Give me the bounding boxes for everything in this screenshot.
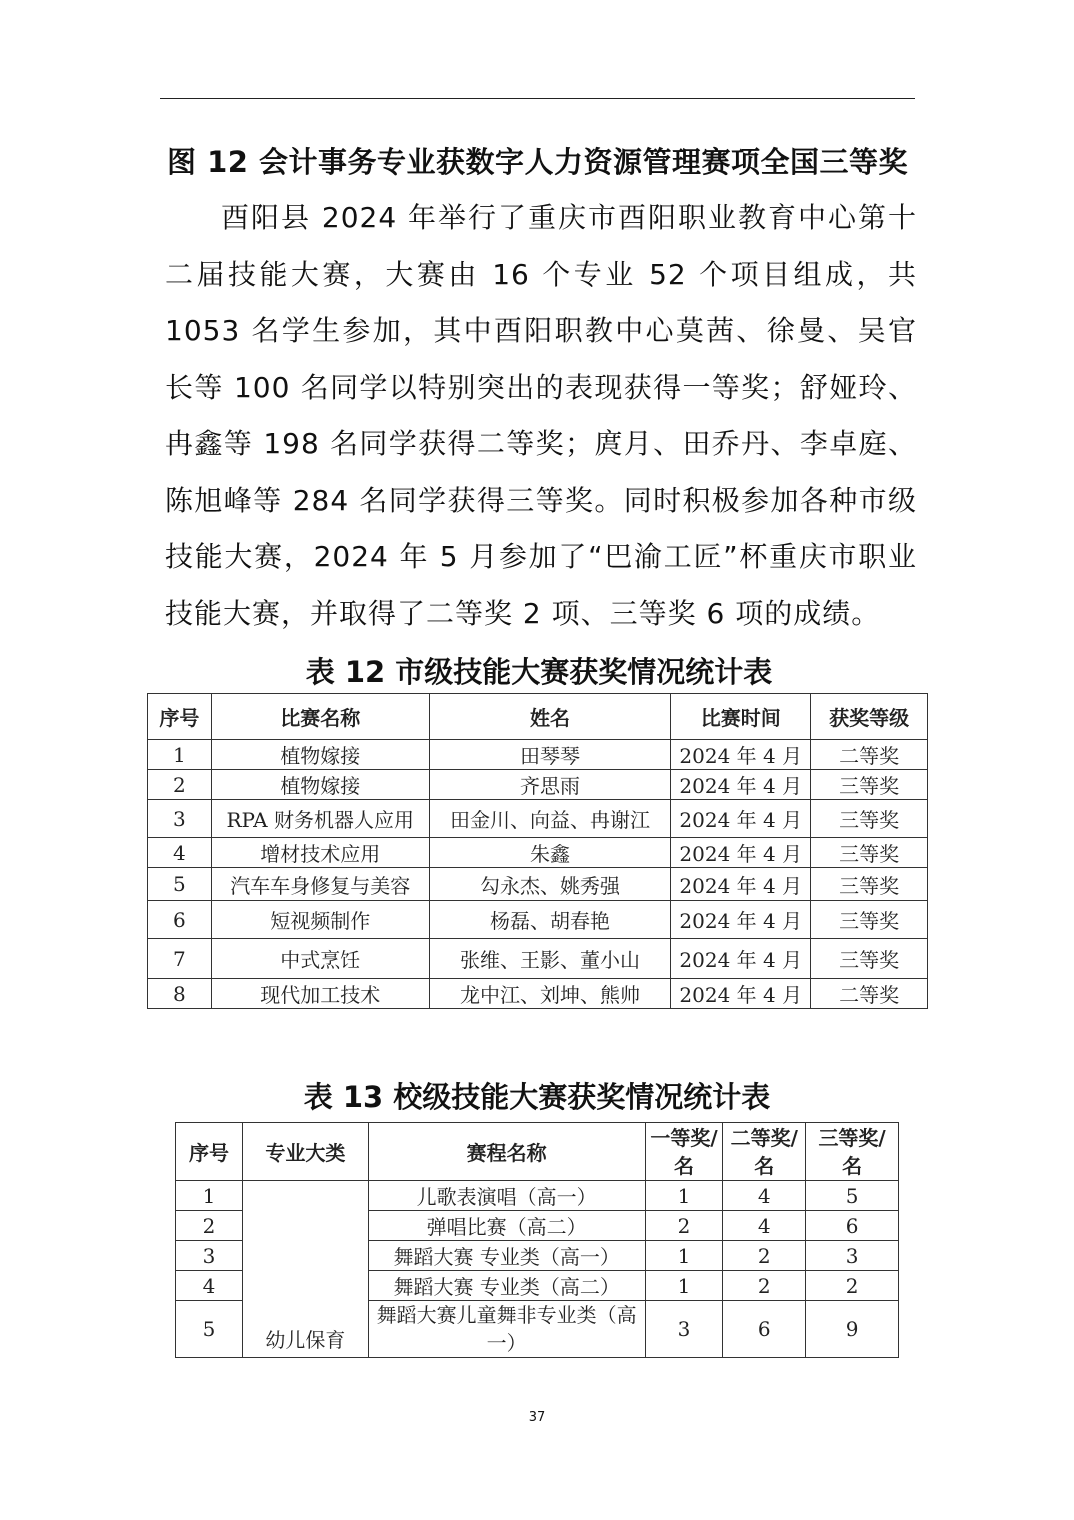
header-cell: 专业大类 xyxy=(242,1123,368,1181)
cell-index: 8 xyxy=(148,979,212,1009)
table-row xyxy=(148,868,928,901)
cell-competition: 中式烹饪 xyxy=(211,939,429,979)
cell-award: 三等奖 xyxy=(811,770,928,800)
header-cell: 一等奖/名 xyxy=(645,1123,723,1181)
cell-index: 4 xyxy=(148,838,212,868)
cell-award: 三等奖 xyxy=(811,901,928,939)
cell-competition: 现代加工技术 xyxy=(211,979,429,1009)
cell-names: 朱鑫 xyxy=(429,838,671,868)
cell-competition: 汽车车身修复与美容 xyxy=(211,868,429,901)
cell-index: 2 xyxy=(148,770,212,800)
cell-index: 1 xyxy=(148,740,212,770)
cell-date: 2024 年 4 月 xyxy=(671,800,811,838)
cell-date: 2024 年 4 月 xyxy=(671,770,811,800)
cell-names: 杨磊、胡春艳 xyxy=(429,901,671,939)
cell-names: 张维、王影、董小山 xyxy=(429,939,671,979)
cell-first: 3 xyxy=(645,1301,723,1358)
cell-date: 2024 年 4 月 xyxy=(671,979,811,1009)
cell-second: 6 xyxy=(723,1301,806,1358)
cell-competition: 植物嫁接 xyxy=(211,770,429,800)
cell-award: 二等奖 xyxy=(811,979,928,1009)
table-row xyxy=(148,800,928,838)
page-number: 37 xyxy=(528,1410,546,1425)
cell-second: 4 xyxy=(723,1181,806,1211)
cell-event: 儿歌表演唱（高一） xyxy=(368,1181,645,1211)
body-paragraph: 酉阳县 2024 年举行了重庆市酉阳职业教育中心第十二届技能大赛，大赛由 16 个专业 52 个项目组成，共 1053 名学生参加，其中酉阳职教中心莫茜、徐曼、吴官长等 100 名同学以特别突出的表现获得一等奖；舒娅玲、冉鑫等 198 名同学获得二等奖；庹月、田乔丹、李卓庭、陈旭峰等 284 名同学获得三等奖。同时积极参加各种市级技能大赛，2024 年 5 月参加了“巴渝工匠”杯重庆市职业技能大赛，并取得了二等奖 2 项、三等奖 6 项的成绩。 xyxy=(165,201,917,630)
cell-index: 5 xyxy=(148,868,212,901)
cell-third: 3 xyxy=(806,1241,899,1271)
header-cell: 姓名 xyxy=(429,694,671,740)
cell-event: 弹唱比赛（高二） xyxy=(368,1211,645,1241)
cell-names: 田琴琴 xyxy=(429,740,671,770)
cell-names: 齐思雨 xyxy=(429,770,671,800)
header-cell: 比赛名称 xyxy=(211,694,429,740)
table-header-row xyxy=(176,1123,899,1181)
cell-index: 1 xyxy=(176,1181,243,1211)
header-cell: 比赛时间 xyxy=(671,694,811,740)
cell-second: 4 xyxy=(723,1211,806,1241)
cell-award: 三等奖 xyxy=(811,800,928,838)
cell-index: 3 xyxy=(176,1241,243,1271)
cell-second: 2 xyxy=(723,1271,806,1301)
table13-caption: 表 13 校级技能大赛获奖情况统计表 xyxy=(303,1080,771,1114)
cell-third: 9 xyxy=(806,1301,899,1358)
cell-third: 6 xyxy=(806,1211,899,1241)
cell-award: 三等奖 xyxy=(811,868,928,901)
cell-index: 7 xyxy=(148,939,212,979)
header-cell: 获奖等级 xyxy=(811,694,928,740)
cell-names: 龙中江、刘坤、熊帅 xyxy=(429,979,671,1009)
header-cell: 三等奖/名 xyxy=(806,1123,899,1181)
header-cell: 二等奖/名 xyxy=(723,1123,806,1181)
cell-date: 2024 年 4 月 xyxy=(671,740,811,770)
cell-index: 3 xyxy=(148,800,212,838)
cell-index: 2 xyxy=(176,1211,243,1241)
cell-index: 4 xyxy=(176,1271,243,1301)
header-cell: 序号 xyxy=(176,1123,243,1181)
table-13 xyxy=(175,1122,899,1358)
cell-first: 1 xyxy=(645,1241,723,1271)
table-row xyxy=(148,901,928,939)
table-12 xyxy=(147,693,928,1009)
cell-event: 舞蹈大赛 专业类（高二） xyxy=(368,1271,645,1301)
header-cell: 赛程名称 xyxy=(368,1123,645,1181)
cell-date: 2024 年 4 月 xyxy=(671,901,811,939)
table-row xyxy=(148,939,928,979)
cell-award: 二等奖 xyxy=(811,740,928,770)
cell-category: 幼儿保育 xyxy=(242,1181,368,1358)
cell-date: 2024 年 4 月 xyxy=(671,868,811,901)
cell-date: 2024 年 4 月 xyxy=(671,939,811,979)
cell-index: 6 xyxy=(148,901,212,939)
cell-first: 2 xyxy=(645,1211,723,1241)
cell-names: 勾永杰、姚秀强 xyxy=(429,868,671,901)
cell-first: 1 xyxy=(645,1181,723,1211)
cell-event: 舞蹈大赛 专业类（高一） xyxy=(368,1241,645,1271)
header-rule xyxy=(160,98,915,99)
table-row xyxy=(176,1181,899,1211)
table-row xyxy=(148,838,928,868)
table-row xyxy=(148,770,928,800)
cell-event: 舞蹈大赛儿童舞非专业类（高一） xyxy=(368,1301,645,1358)
cell-index: 5 xyxy=(176,1301,243,1358)
table-row xyxy=(148,740,928,770)
cell-date: 2024 年 4 月 xyxy=(671,838,811,868)
cell-names: 田金川、向益、冉谢江 xyxy=(429,800,671,838)
figure-caption: 图 12 会计事务专业获数字人力资源管理赛项全国三等奖 xyxy=(166,145,909,179)
header-cell: 序号 xyxy=(148,694,212,740)
cell-award: 三等奖 xyxy=(811,838,928,868)
table12-caption: 表 12 市级技能大赛获奖情况统计表 xyxy=(305,655,773,689)
cell-competition: 短视频制作 xyxy=(211,901,429,939)
table-header-row xyxy=(148,694,928,740)
cell-third: 5 xyxy=(806,1181,899,1211)
cell-first: 1 xyxy=(645,1271,723,1301)
cell-competition: 增材技术应用 xyxy=(211,838,429,868)
cell-third: 2 xyxy=(806,1271,899,1301)
cell-award: 三等奖 xyxy=(811,939,928,979)
cell-competition: RPA 财务机器人应用 xyxy=(211,800,429,838)
cell-second: 2 xyxy=(723,1241,806,1271)
table-row xyxy=(148,979,928,1009)
cell-competition: 植物嫁接 xyxy=(211,740,429,770)
